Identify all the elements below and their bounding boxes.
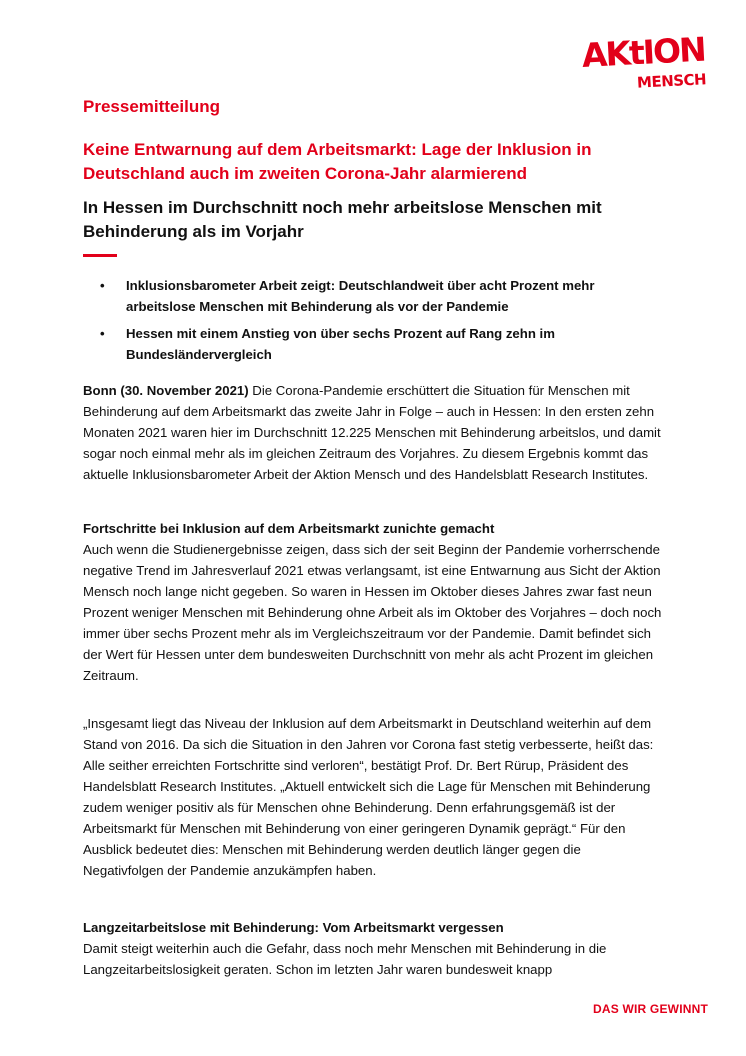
dateline: Bonn (30. November 2021) bbox=[83, 383, 249, 398]
red-divider bbox=[83, 254, 117, 257]
summary-bullet bbox=[83, 323, 653, 365]
summary-bullet bbox=[83, 275, 653, 317]
logo-wordmark-mensch: MENSCH bbox=[636, 70, 707, 92]
summary-bullet-text: Hessen mit einem Anstieg von über sechs Prozent auf Rang zehn im Bundesländervergleich bbox=[126, 326, 555, 362]
body-paragraph: Damit steigt weiterhin auch die Gefahr, dass noch mehr Menschen mit Behinderung in die Langzeitarbeitslosigkeit geraten. Schon im letzten Jahr waren bundesweit knapp bbox=[83, 941, 607, 977]
intro-text: Die Corona-Pandemie erschüttert die Situation für Menschen mit Behinderung auf dem Arbeitsmarkt das zweite Jahr in Folge – auch in Hessen: In den ersten zehn Monaten 2021 waren hier im Durchschnitt 12.225 Menschen mit Behinderung arbeitslos, und damit sogar noch einmal mehr als im gleichen Zeitraum des Vorjahres. Zu diesem Ergebnis kommt das aktuelle Inklusionsbarometer Arbeit der Aktion Mensch und des Handelsblatt Research Institutes. bbox=[83, 383, 661, 482]
aktion-mensch-logo bbox=[580, 29, 709, 92]
headline: Keine Entwarnung auf dem Arbeitsmarkt: Lage der Inklusion in Deutschland auch im zweiten Corona-Jahr alarmierend bbox=[83, 140, 592, 183]
bullet-dot-icon: • bbox=[100, 278, 105, 293]
summary-bullet-text: Inklusionsbarometer Arbeit zeigt: Deutschlandweit über acht Prozent mehr arbeitslose Menschen mit Behinderung als vor der Pandemie bbox=[126, 278, 595, 314]
summary-bullet-list bbox=[83, 275, 653, 371]
section-heading: Langzeitarbeitslose mit Behinderung: Vom Arbeitsmarkt vergessen bbox=[83, 920, 504, 935]
logo-wordmark-aktion: AKtION bbox=[580, 29, 706, 76]
bullet-dot-icon: • bbox=[100, 326, 105, 341]
document-kicker: Pressemitteilung bbox=[83, 97, 220, 116]
quote-paragraph: „Insgesamt liegt das Niveau der Inklusion auf dem Arbeitsmarkt in Deutschland weiterhin auf dem Stand von 2016. Da sich die Situation in den Jahren vor Corona fast stetig verbesserte, heißt das: Alle seither erreichten Fortschritte sind verloren“, bestätigt Prof. Dr. Bert Rürup, Präsident des Handelsblatt Research Institutes. „Aktuell entwickelt sich die Lage für Menschen mit Behinderung zudem weniger positiv als für Menschen ohne Behinderung. Denn erfahrungsgemäß ist der Arbeitsmarkt für Menschen mit Behinderung von einer geringeren Dynamik geprägt.“ Für den Ausblick bedeutet dies: Menschen mit Behinderung werden deutlich länger gegen die Negativfolgen der Pandemie anzukämpfen haben. bbox=[83, 716, 654, 878]
subheadline: In Hessen im Durchschnitt noch mehr arbeitslose Menschen mit Behinderung als im Vorjahr bbox=[83, 198, 602, 241]
section-heading: Fortschritte bei Inklusion auf dem Arbeitsmarkt zunichte gemacht bbox=[83, 521, 495, 536]
body-paragraph: Auch wenn die Studienergebnisse zeigen, dass sich der seit Beginn der Pandemie vorherrschende negative Trend im Jahresverlauf 2021 etwas verlangsamt, ist eine Entwarnung aus Sicht der Aktion Mensch noch lange nicht gegeben. So waren in Hessen im Oktober dieses Jahres zwar fast neun Prozent weniger Menschen mit Behinderung ohne Arbeit als im Oktober des Vorjahres – doch noch immer über sechs Prozent mehr als im Vergleichszeitraum vor der Pandemie. Damit befindet sich der Wert für Hessen unter dem bundesweiten Durchschnitt von mehr als acht Prozent im gleichen Zeitraum. bbox=[83, 542, 662, 683]
footer-tagline: DAS WIR GEWINNT bbox=[593, 1002, 708, 1016]
intro-paragraph bbox=[83, 380, 663, 485]
